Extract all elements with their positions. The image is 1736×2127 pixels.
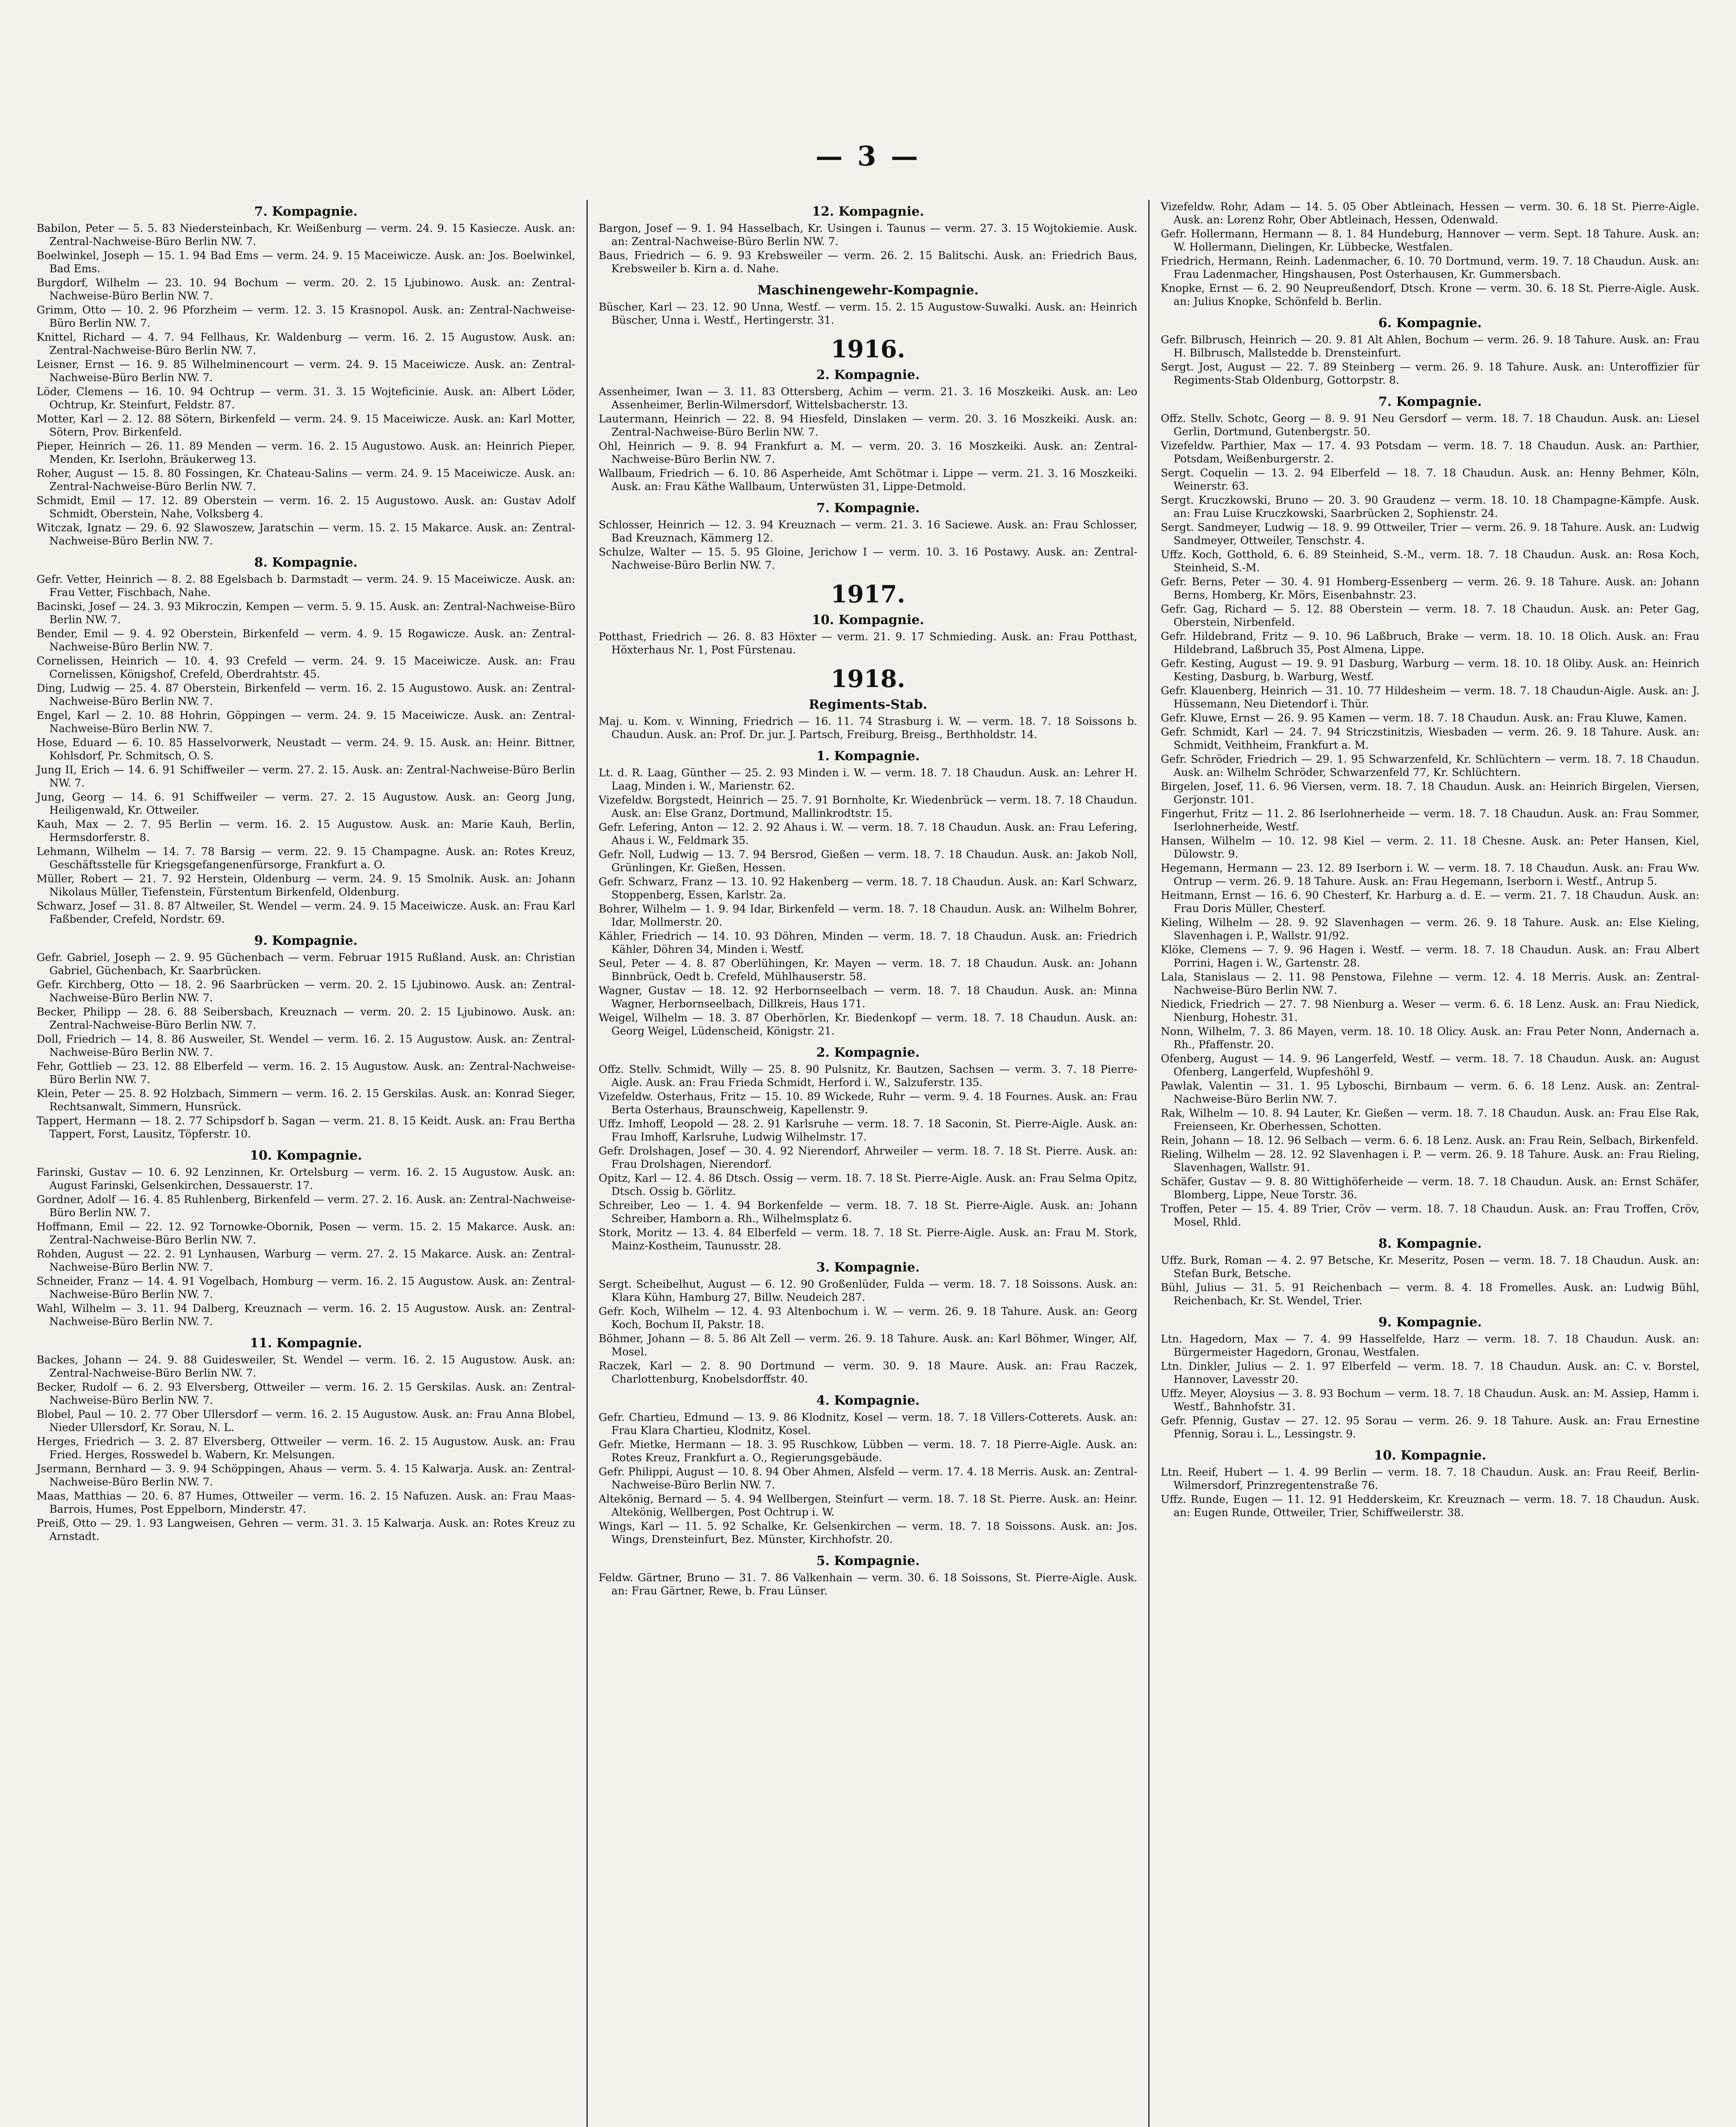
list-item: Herges, Friedrich — 3. 2. 87 Elversberg, Ottweiler — verm. 16. 2. 15 Augustow. Ausk. an: Frau Fried. Herges, Rosswedel b. Wabern, Kr. Melsungen. [37, 1435, 575, 1461]
list-item: Uffz. Imhoff, Leopold — 28. 2. 91 Karlsruhe — verm. 18. 7. 18 Saconin, St. Pierre-Aigle. Ausk. an: Frau Imhoff, Karlsruhe, Ludwig Wilhelmstr. 17. [598, 1118, 1138, 1143]
list-item: Potthast, Friedrich — 26. 8. 83 Höxter — verm. 21. 9. 17 Schmieding. Ausk. an: Frau Potthast, Höxterhaus Nr. 1, Post Fürstenau. [598, 630, 1138, 656]
list-item: Gefr. Bilbrusch, Heinrich — 20. 9. 81 Alt Ahlen, Bochum — verm. 26. 9. 18 Tahure. Ausk. an: Frau H. Bilbrusch, Mallstedde b. Drensteinfurt. [1161, 334, 1700, 359]
section-title: 11. Kompagnie. [250, 1336, 362, 1351]
list-item: Friedrich, Hermann, Reinh. Ladenmacher, 6. 10. 70 Dortmund, verm. 19. 7. 18 Chaudun. Ausk. an: Frau Ladenmacher, Hingshausen, Post Osterhausen, Kr. Gummersbach. [1161, 255, 1700, 280]
section [599, 335, 1138, 493]
section-title: 7. Kompagnie. [816, 501, 920, 516]
list-item: Fehr, Gottlieb — 23. 12. 88 Elberfeld — verm. 16. 2. 15 Augustow. Ausk. an: Zentral-Nachweise-Büro Berlin NW. 7. [37, 1060, 575, 1086]
list-item: Gefr. Kirchberg, Otto — 18. 2. 96 Saarbrücken — verm. 20. 2. 15 Ljubinowo. Ausk. an: Zentral-Nachweise-Büro Berlin NW. 7. [37, 978, 575, 1004]
list-item: Schulze, Walter — 15. 5. 95 Gloine, Jerichow I — verm. 10. 3. 16 Postawy. Ausk. an: Zentral-Nachweise-Büro Berlin NW. 7. [598, 546, 1138, 571]
list-item: Rein, Johann — 18. 12. 96 Selbach — verm. 6. 6. 18 Lenz. Ausk. an: Frau Rein, Selbach, Birkenfeld. [1161, 1134, 1699, 1146]
list-item: Schäfer, Gustav — 9. 8. 80 Wittighöferheide — verm. 18. 7. 18 Chaudun. Ausk. an: Ernst Schäfer, Blomberg, Lippe, Neue Torstr. 36. [1161, 1175, 1700, 1201]
section-title: 9. Kompagnie. [1378, 1315, 1482, 1330]
list-item: Ltn. Hagedorn, Max — 7. 4. 99 Hasselfelde, Harz — verm. 18. 7. 18 Chaudun. Ausk. an: Bürgermeister Hagedorn, Gronau, Westfalen. [1161, 1333, 1700, 1358]
list-item: Nonn, Wilhelm, 7. 3. 86 Mayen, verm. 18. 10. 18 Olicy. Ausk. an: Frau Peter Nonn, Andernach a. Rh., Pfaffenstr. 20. [1161, 1025, 1700, 1051]
list-item: Gefr. Schröder, Friedrich — 29. 1. 95 Schwarzenfeld, Kr. Schlüchtern — verm. 18. 7. 18 Chaudun. Ausk. an: Wilhelm Schröder, Schwarzenfeld 77, Kr. Schlüchtern. [1161, 753, 1700, 778]
section [1161, 316, 1699, 387]
section [37, 1336, 575, 1543]
list-item: Witczak, Ignatz — 29. 6. 92 Slawoszew, Jaratschin — verm. 15. 2. 15 Makarce. Ausk. an: Zentral-Nachweise-Büro Berlin NW. 7. [37, 522, 575, 547]
section-title: 10. Kompagnie. [812, 613, 924, 627]
section [599, 283, 1138, 327]
list-item: Wagner, Gustav — 18. 12. 92 Herbornseelbach — verm. 18. 7. 18 Chaudun. Ausk. an: Minna Wagner, Herbornseelbach, Dillkreis, Haus 171. [598, 984, 1138, 1010]
list-item: Engel, Karl — 2. 10. 88 Hohrin, Göppingen — verm. 24. 9. 15 Maceiwicze. Ausk. an: Zentral-Nachweise-Büro Berlin NW. 7. [37, 709, 575, 735]
section [599, 665, 1138, 741]
list-item: Pieper, Heinrich — 26. 11. 89 Menden — verm. 16. 2. 15 Augustowo. Ausk. an: Heinrich Pieper, Menden, Kr. Iserlohn, Bräukerweg 13. [37, 440, 575, 465]
list-item: Offz. Stellv. Schotc, Georg — 8. 9. 91 Neu Gersdorf — verm. 18. 7. 18 Chaudun. Ausk. an: Liesel Gerlin, Dortmund, Gutenbergstr. 50. [1161, 412, 1700, 438]
section [37, 204, 575, 547]
section [1161, 1448, 1699, 1519]
list-item: Bohrer, Wilhelm — 1. 9. 94 Idar, Birkenfeld — verm. 18. 7. 18 Chaudun. Ausk. an: Wilhelm Bohrer, Idar, Mollmerstr. 20. [598, 903, 1138, 928]
list-item: Klöke, Clemens — 7. 9. 96 Hagen i. Westf. — verm. 18. 7. 18 Chaudun. Ausk. an: Frau Albert Porrini, Hagen i. W., Gartenstr. 28. [1161, 944, 1700, 969]
list-item: Sergt. Sandmeyer, Ludwig — 18. 9. 99 Ottweiler, Trier — verm. 26. 9. 18 Tahure. Ausk. an: Ludwig Sandmeyer, Ottweiler, Tenschstr. 4. [1161, 521, 1700, 547]
list-item: Uffz. Koch, Gotthold, 6. 6. 89 Steinheid, S.-M., verm. 18. 7. 18 Chaudun. Ausk. an: Rosa Koch, Steinheid, S.-M. [1161, 548, 1700, 574]
list-item: Gefr. Hollermann, Hermann — 8. 1. 84 Hundeburg, Hannover — verm. Sept. 18 Tahure. Ausk. an: W. Hollermann, Dielingen, Kr. Lübbecke, Westfalen. [1161, 228, 1700, 253]
list-item: Gefr. Mietke, Hermann — 18. 3. 95 Ruschkow, Lübben — verm. 18. 7. 18 Pierre-Aigle. Ausk. an: Rotes Kreuz, Frankfurt a. O., Regierungsgebäude. [598, 1438, 1138, 1464]
list-item: Seul, Peter — 4. 8. 87 Oberlühingen, Kr. Mayen — verm. 18. 7. 18 Chaudun. Ausk. an: Johann Binnbrück, Oedt b. Crefeld, Mühlhauserstr. 58. [598, 957, 1138, 983]
list-item: Leisner, Ernst — 16. 9. 85 Wilhelminencourt — verm. 24. 9. 15 Maceiwicze. Ausk. an: Zentral-Nachweise-Büro Berlin NW. 7. [37, 358, 575, 384]
list-item: Doll, Friedrich — 14. 8. 86 Ausweiler, St. Wendel — verm. 16. 2. 15 Augustow. Ausk. an: Zentral-Nachweise-Büro Berlin NW. 7. [37, 1033, 575, 1058]
list-item: Preiß, Otto — 29. 1. 93 Langweisen, Gehren — verm. 31. 3. 15 Kalwarja. Ausk. an: Rotes Kreuz zu Arnstadt. [37, 1517, 575, 1543]
list-item: Ding, Ludwig — 25. 4. 87 Oberstein, Birkenfeld — verm. 16. 2. 15 Augustowo. Ausk. an: Zentral-Nachweise-Büro Berlin NW. 7. [37, 682, 575, 707]
page-number-header: — 3 — [815, 140, 921, 172]
list-item: Gefr. Philippi, August — 10. 8. 94 Ober Ahmen, Alsfeld — verm. 17. 4. 18 Merris. Ausk. an: Zentral-Nachweise-Büro Berlin NW. 7. [598, 1466, 1138, 1491]
section-title: 7. Kompagnie. [1378, 394, 1482, 409]
section [599, 580, 1138, 656]
list-item: Gefr. Noll, Ludwig — 13. 7. 94 Bersrod, Gießen — verm. 18. 7. 18 Chaudun. Ausk. an: Jakob Noll, Grünlingen, Kr. Gießen, Hessen. [598, 848, 1138, 874]
year-heading: 1916. [831, 335, 905, 363]
list-item: Gefr. Klauenberg, Heinrich — 31. 10. 77 Hildesheim — verm. 18. 7. 18 Chaudun-Aigle. Ausk. an: J. Hüssemann, Neu Dietendorf i. Thür. [1161, 684, 1700, 710]
list-item: Jung, Georg — 14. 6. 91 Schiffweiler — verm. 27. 2. 15 Augustow. Ausk. an: Georg Jung, Heiligenwald, Kr. Ottweiler. [37, 791, 575, 816]
section [37, 555, 575, 926]
list-item: Bühl, Julius — 31. 5. 91 Reichenbach — verm. 8. 4. 18 Fromelles. Ausk. an: Ludwig Bühl, Reichenbach, Kr. St. Wendel, Trier. [1161, 1281, 1700, 1307]
list-item: Vizefeldw. Osterhaus, Fritz — 15. 10. 89 Wickede, Ruhr — verm. 9. 4. 18 Fournes. Ausk. an: Frau Berta Osterhaus, Braunschweig, Kapellenstr. 9. [598, 1090, 1138, 1116]
list-item: Becker, Rudolf — 6. 2. 93 Elversberg, Ottweiler — verm. 16. 2. 15 Gerskilas. Ausk. an: Zentral-Nachweise-Büro Berlin NW. 7. [37, 1381, 575, 1406]
list-item: Wallbaum, Friedrich — 6. 10. 86 Asperheide, Amt Schötmar i. Lippe — verm. 21. 3. 16 Moszkeiki. Ausk. an: Frau Käthe Wallbaum, Unterwüsten 31, Lippe-Detmold. [598, 467, 1138, 493]
list-item: Kieling, Wilhelm — 28. 9. 92 Slavenhagen — verm. 26. 9. 18 Tahure. Ausk. an: Else Kieling, Slavenhagen i. P., Wallstr. 91/92. [1161, 916, 1700, 942]
list-item: Heitmann, Ernst — 16. 6. 90 Chesterf, Kr. Harburg a. d. E. — verm. 21. 7. 18 Chaudun. Ausk. an: Frau Doris Müller, Chesterf. [1161, 889, 1700, 915]
list-item: Gefr. Drolshagen, Josef — 30. 4. 92 Nierendorf, Ahrweiler — verm. 18. 7. 18 St. Pierre. Ausk. an: Frau Drolshagen, Nierendorf. [598, 1145, 1138, 1170]
list-item: Motter, Karl — 2. 12. 88 Sötern, Birkenfeld — verm. 24. 9. 15 Maceiwicze. Ausk. an: Karl Motter, Sötern, Prov. Birkenfeld. [37, 413, 575, 438]
list-item: Sergt. Jost, August — 22. 7. 89 Steinberg — verm. 26. 9. 18 Tahure. Ausk. an: Unteroffizier für Regiments-Stab Oldenburg, Gottorpstr. 8. [1161, 361, 1700, 386]
list-item: Wings, Karl — 11. 5. 92 Schalke, Kr. Gelsenkirchen — verm. 18. 7. 18 Soissons. Ausk. an: Jos. Wings, Drensteinfurt, Bez. Münster, Kirchhofstr. 20. [598, 1520, 1138, 1545]
list-item: Hose, Eduard — 6. 10. 85 Hasselvorwerk, Neustadt — verm. 24. 9. 15. Ausk. an: Heinr. Bittner, Kohlsdorf, Pr. Schmitsch, O. S. [37, 736, 575, 762]
list-item: Ltn. Reeif, Hubert — 1. 4. 99 Berlin — verm. 18. 7. 18 Chaudun. Ausk. an: Frau Reeif, Berlin-Wilmersdorf, Prinzregentenstraße 76. [1161, 1466, 1700, 1491]
list-item: Stork, Moritz — 13. 4. 84 Elberfeld — verm. 18. 7. 18 St. Pierre-Aigle. Ausk. an: Frau M. Stork, Mainz-Kostheim, Taunusstr. 28. [598, 1226, 1138, 1252]
section-title: 1. Kompagnie. [816, 749, 920, 764]
list-item: Uffz. Burk, Roman — 4. 2. 97 Betsche, Kr. Meseritz, Posen — verm. 18. 7. 18 Chaudun. Ausk. an: Stefan Burk, Betsche. [1161, 1254, 1700, 1280]
list-item: Roher, August — 15. 8. 80 Fossingen, Kr. Chateau-Salins — verm. 24. 9. 15 Maceiwicze. Ausk. an: Zentral-Nachweise-Büro Berlin NW. 7. [37, 467, 575, 493]
list-item: Jsermann, Bernhard — 3. 9. 94 Schöppingen, Ahaus — verm. 5. 4. 15 Kalwarja. Ausk. an: Zentral-Nachweise-Büro Berlin NW. 7. [37, 1463, 575, 1488]
section [37, 1148, 575, 1328]
section-title: 12. Kompagnie. [812, 204, 924, 219]
list-item: Gefr. Kluwe, Ernst — 26. 9. 95 Kamen — verm. 18. 7. 18 Chaudun. Ausk. an: Frau Kluwe, Kamen. [1161, 712, 1687, 724]
list-item: Ltn. Dinkler, Julius — 2. 1. 97 Elberfeld — verm. 18. 7. 18 Chaudun. Ausk. an: C. v. Borstel, Hannover, Lavesstr 20. [1161, 1360, 1700, 1386]
list-item: Lala, Stanislaus — 2. 11. 98 Penstowa, Filehne — verm. 12. 4. 18 Merris. Ausk. an: Zentral-Nachweise-Büro Berlin NW. 7. [1161, 971, 1700, 996]
list-item: Büscher, Karl — 23. 12. 90 Unna, Westf. — verm. 15. 2. 15 Augustow-Suwalki. Ausk. an: Heinrich Büscher, Unna i. Westf., Hertingerstr. 31. [598, 301, 1138, 326]
section-title: 3. Kompagnie. [816, 1260, 920, 1275]
list-item: Knopke, Ernst — 6. 2. 90 Neupreußendorf, Dtsch. Krone — verm. 30. 6. 18 St. Pierre-Aigle. Ausk. an: Julius Knopke, Schönfeld b. Berlin. [1161, 282, 1700, 308]
list-item: Tappert, Hermann — 18. 2. 77 Schipsdorf b. Sagan — verm. 21. 8. 15 Keidt. Ausk. an: Frau Bertha Tappert, Forst, Lausitz, Töpferstr. 10. [37, 1115, 575, 1140]
year-heading: 1918. [831, 665, 905, 693]
list-item: Schreiber, Leo — 1. 4. 94 Borkenfelde — verm. 18. 7. 18 St. Pierre-Aigle. Ausk. an: Johann Schreiber, Hamborn a. Rh., Wilhelmsplatz 6. [598, 1199, 1138, 1225]
section [1161, 394, 1699, 1229]
list-item: Becker, Philipp — 28. 6. 88 Seibersbach, Kreuznach — verm. 20. 2. 15 Ljubinowo. Ausk. an: Zentral-Nachweise-Büro Berlin NW. 7. [37, 1006, 575, 1031]
list-item: Farinski, Gustav — 10. 6. 92 Lenzinnen, Kr. Ortelsburg — verm. 16. 2. 15 Augustow. Ausk. an: August Farinski, Gelsenkirchen, Dessauerstr. 17. [37, 1166, 575, 1192]
list-item: Gefr. Koch, Wilhelm — 12. 4. 93 Altenbochum i. W. — verm. 26. 9. 18 Tahure. Ausk. an: Georg Koch, Bochum II, Pakstr. 18. [598, 1305, 1138, 1331]
list-item: Sergt. Kruczkowski, Bruno — 20. 3. 90 Graudenz — verm. 18. 10. 18 Champagne-Kämpfe. Ausk. an: Frau Luise Kruczkowski, Saarbrücken 2, Sophienstr. 24. [1161, 494, 1700, 519]
list-item: Bargon, Josef — 9. 1. 94 Hasselbach, Kr. Usingen i. Taunus — verm. 27. 3. 15 Wojtokiemie. Ausk. an: Zentral-Nachweise-Büro Berlin NW. 7. [598, 222, 1138, 248]
list-item: Hegemann, Hermann — 23. 12. 89 Iserborn i. W. — verm. 18. 7. 18 Chaudun. Ausk. an: Frau Ww. Ontrup — verm. 26. 9. 18 Tahure. Ausk. an: Frau Hegemann, Iserborn i. Westf., Antrup 5. [1161, 862, 1700, 887]
list-item: Wahl, Wilhelm — 3. 11. 94 Dalberg, Kreuznach — verm. 16. 2. 15 Augustow. Ausk. an: Zentral-Nachweise-Büro Berlin NW. 7. [37, 1302, 575, 1328]
list-item: Assenheimer, Iwan — 3. 11. 83 Ottersberg, Achim — verm. 21. 3. 16 Moszkeiki. Ausk. an: Leo Assenheimer, Berlin-Wilmersdorf, Wittelsbacherstr. 13. [598, 385, 1138, 411]
list-item: Gefr. Kesting, August — 19. 9. 91 Dasburg, Warburg — verm. 18. 10. 18 Oliby. Ausk. an: Heinrich Kesting, Dasburg, b. Warburg, Westf. [1161, 657, 1700, 683]
section [37, 933, 575, 1140]
list-item: Lautermann, Heinrich — 22. 8. 94 Hiesfeld, Dinslaken — verm. 20. 3. 16 Moszkeiki. Ausk. an: Zentral-Nachweise-Büro Berlin NW. 7. [598, 413, 1138, 438]
list-item: Gefr. Chartieu, Edmund — 13. 9. 86 Klodnitz, Kosel — verm. 18. 7. 18 Villers-Cotterets. Ausk. an: Frau Klara Chartieu, Klodnitz, Kosel. [598, 1411, 1138, 1437]
section-title: 10. Kompagnie. [250, 1148, 362, 1163]
section-title: 2. Kompagnie. [816, 368, 920, 382]
section-title: 2. Kompagnie. [816, 1045, 920, 1060]
list-item: Altekönig, Bernard — 5. 4. 94 Wellbergen, Steinfurt — verm. 18. 7. 18 St. Pierre. Ausk. an: Heinr. Altekönig, Wellbergen, Post Ochtrup i. W. [598, 1493, 1138, 1518]
list-item: Weigel, Wilhelm — 18. 3. 87 Oberhörlen, Kr. Biedenkopf — verm. 18. 7. 18 Chaudun. Ausk. an: Georg Weigel, Lüdenscheid, Königstr. 21. [598, 1012, 1138, 1037]
list-item: Blobel, Paul — 10. 2. 77 Ober Ullersdorf — verm. 16. 2. 15 Augustow. Ausk. an: Frau Anna Blobel, Nieder Ullersdorf, Kr. Sorau, N. L. [37, 1408, 575, 1434]
list-item: Rak, Wilhelm — 10. 8. 94 Lauter, Kr. Gießen — verm. 18. 7. 18 Chaudun. Ausk. an: Frau Else Rak, Freienseen, Kr. Oberhessen, Schotten. [1161, 1107, 1700, 1132]
list-item: Opitz, Karl — 12. 4. 86 Dtsch. Ossig — verm. 18. 7. 18 St. Pierre-Aigle. Ausk. an: Frau Selma Opitz, Dtsch. Ossig b. Görlitz. [598, 1172, 1138, 1198]
section-title: 6. Kompagnie. [1378, 316, 1482, 331]
list-item: Sergt. Scheibelhut, August — 6. 12. 90 Großenlüder, Fulda — verm. 18. 7. 18 Soissons. Ausk. an: Klara Kühn, Hamburg 27, Billw. Neudeich 287. [598, 1278, 1138, 1303]
list-item: Bender, Emil — 9. 4. 92 Oberstein, Birkenfeld — verm. 4. 9. 15 Rogawicze. Ausk. an: Zentral-Nachweise-Büro Berlin NW. 7. [37, 627, 575, 653]
text-column [26, 200, 588, 2127]
section [1161, 1315, 1699, 1440]
list-item: Uffz. Meyer, Aloysius — 3. 8. 93 Bochum — verm. 18. 7. 18 Chaudun. Ausk. an: M. Assiep, Hamm i. Westf., Bahnhofstr. 31. [1161, 1387, 1700, 1413]
list-item: Cornelissen, Heinrich — 10. 4. 93 Crefeld — verm. 24. 9. 15 Maceiwicze. Ausk. an: Frau Cornelissen, Königshof, Crefeld, Oberdrahtstr. 45. [37, 655, 575, 680]
section [599, 1260, 1138, 1386]
text-column [1150, 200, 1710, 2127]
list-item: Gefr. Gag, Richard — 5. 12. 88 Oberstein — verm. 18. 7. 18 Chaudun. Ausk. an: Peter Gag, Oberstein, Nirbenfeld. [1161, 603, 1700, 628]
list-item: Baus, Friedrich — 6. 9. 93 Krebsweiler — verm. 26. 2. 15 Balitschi. Ausk. an: Friedrich Baus, Krebsweiler b. Kirn a. d. Nahe. [598, 249, 1138, 275]
year-heading: 1917. [831, 580, 905, 608]
list-item: Maas, Matthias — 20. 6. 87 Humes, Ottweiler — verm. 16. 2. 15 Nafuzen. Ausk. an: Frau Maas-Barrois, Humes, Post Eppelborn, Minderstr. 47. [37, 1490, 575, 1515]
list-item: Vizefeldw. Parthier, Max — 17. 4. 93 Potsdam — verm. 18. 7. 18 Chaudun. Ausk. an: Parthier, Potsdam, Weißenburgerstr. 2. [1161, 439, 1700, 465]
list-item: Rohden, August — 22. 2. 91 Lynhausen, Warburg — verm. 27. 2. 15 Makarce. Ausk. an: Zentral-Nachweise-Büro Berlin NW. 7. [37, 1248, 575, 1273]
list-item: Schmidt, Emil — 17. 12. 89 Oberstein — verm. 16. 2. 15 Augustowo. Ausk. an: Gustav Adolf Schmidt, Oberstein, Nahe, Volksberg 4. [37, 494, 575, 520]
list-item: Niedick, Friedrich — 27. 7. 98 Nienburg a. Weser — verm. 6. 6. 18 Lenz. Ausk. an: Frau Niedick, Nienburg, Hohestr. 31. [1161, 998, 1700, 1024]
list-item: Vizefeldw. Borgstedt, Heinrich — 25. 7. 91 Bornholte, Kr. Wiedenbrück — verm. 18. 7. 18 Chaudun. Ausk. an: Else Granz, Dortmund, Mallinkrodtstr. 15. [598, 794, 1138, 819]
list-item: Boelwinkel, Joseph — 15. 1. 94 Bad Ems — verm. 24. 9. 15 Maceiwicze. Ausk. an: Jos. Boelwinkel, Bad Ems. [37, 249, 575, 275]
section-title: 4. Kompagnie. [816, 1393, 920, 1408]
list-item: Offz. Stellv. Schmidt, Willy — 25. 8. 90 Pulsnitz, Kr. Bautzen, Sachsen — verm. 3. 7. 18 Pierre-Aigle. Ausk. an: Frau Frieda Schmidt, Herford i. W., Salzuferstr. 135. [598, 1063, 1138, 1089]
list-item: Müller, Robert — 21. 7. 92 Herstein, Oldenburg — verm. 24. 9. 15 Smolnik. Ausk. an: Johann Nikolaus Müller, Tiefenstein, Fürstentum Birkenfeld, Oldenburg. [37, 872, 575, 898]
section [599, 501, 1138, 572]
section [599, 204, 1138, 275]
list-item: Maj. u. Kom. v. Winning, Friedrich — 16. 11. 74 Strasburg i. W. — verm. 18. 7. 18 Soissons b. Chaudun. Ausk. an: Prof. Dr. jur. J. Partsch, Freiburg, Breisg., Berthholdstr. 14. [598, 715, 1138, 741]
list-item: Gefr. Berns, Peter — 30. 4. 91 Homberg-Essenberg — verm. 26. 9. 18 Tahure. Ausk. an: Johann Berns, Homberg, Kr. Mörs, Eisenbahnstr. 23. [1161, 576, 1700, 601]
section-title: 8. Kompagnie. [254, 555, 358, 570]
list-item: Troffen, Peter — 15. 4. 89 Trier, Cröv — verm. 18. 7. 18 Chaudun. Ausk. an: Frau Troffen, Cröv, Mosel, Rhld. [1161, 1203, 1700, 1228]
section [599, 1045, 1138, 1252]
list-item: Ohl, Heinrich — 9. 8. 94 Frankfurt a. M. — verm. 20. 3. 16 Moszkeiki. Ausk. an: Zentral-Nachweise-Büro Berlin NW. 7. [598, 440, 1138, 465]
list-item: Gefr. Pfennig, Gustav — 27. 12. 95 Sorau — verm. 26. 9. 18 Tahure. Ausk. an: Frau Ernestine Pfennig, Sorau i. L., Lessingstr. 9. [1161, 1414, 1700, 1440]
list-item: Lt. d. R. Laag, Günther — 25. 2. 93 Minden i. W. — verm. 18. 7. 18 Chaudun. Ausk. an: Lehrer H. Laag, Minden i. W., Marienstr. 62. [598, 767, 1138, 792]
list-item: Uffz. Runde, Eugen — 11. 12. 91 Hedderskeim, Kr. Kreuznach — verm. 18. 7. 18 Chaudun. Ausk. an: Eugen Runde, Ottweiler, Trier, Schiffweilerstr. 38. [1161, 1493, 1700, 1519]
section-title: 10. Kompagnie. [1374, 1448, 1486, 1463]
section-title: Regiments-Stab. [808, 697, 928, 712]
list-item: Gordner, Adolf — 16. 4. 85 Ruhlenberg, Birkenfeld — verm. 27. 2. 16. Ausk. an: Zentral-Nachweise-Büro Berlin NW. 7. [37, 1193, 575, 1219]
list-item: Schwarz, Josef — 31. 8. 87 Altweiler, St. Wendel — verm. 24. 9. 15 Maceiwicze. Ausk. an: Frau Karl Faßbender, Crefeld, Nordstr. 69. [37, 900, 575, 925]
section-title: Maschinengewehr-Kompagnie. [757, 283, 979, 298]
section-title: 5. Kompagnie. [816, 1554, 920, 1568]
list-item: Ofenberg, August — 14. 9. 96 Langerfeld, Westf. — verm. 18. 7. 18 Chaudun. Ausk. an: August Ofenberg, Langerfeld, Wupfeshöhl 9. [1161, 1052, 1700, 1078]
list-item: Gefr. Lefering, Anton — 12. 2. 92 Ahaus i. W. — verm. 18. 7. 18 Chaudun. Ausk. an: Frau Lefering, Ahaus i. W., Feldmark 35. [598, 821, 1138, 847]
section [599, 749, 1138, 1038]
list-item: Vizefeldw. Rohr, Adam — 14. 5. 05 Ober Abtleinach, Hessen — verm. 30. 6. 18 St. Pierre-Aigle. Ausk. an: Lorenz Rohr, Ober Abtleinach, Hessen, Odenwald. [1161, 200, 1700, 226]
text-column [588, 200, 1150, 2127]
list-item: Hansen, Wilhelm — 10. 12. 98 Kiel — verm. 2. 11. 18 Chesne. Ausk. an: Peter Hansen, Kiel, Dülowstr. 9. [1161, 835, 1700, 860]
list-item: Hoffmann, Emil — 22. 12. 92 Tornowke-Obornik, Posen — verm. 15. 2. 15 Makarce. Ausk. an: Zentral-Nachweise-Büro Berlin NW. 7. [37, 1220, 575, 1246]
list-item: Babilon, Peter — 5. 5. 83 Niedersteinbach, Kr. Weißenburg — verm. 24. 9. 15 Kasiecze. Ausk. an: Zentral-Nachweise-Büro Berlin NW. 7. [37, 222, 575, 248]
list-item: Kauh, Max — 2. 7. 95 Berlin — verm. 16. 2. 15 Augustow. Ausk. an: Marie Kauh, Berlin, Hermsdorferstr. 8. [37, 818, 575, 844]
section-title: 8. Kompagnie. [1378, 1236, 1482, 1251]
list-item: Gefr. Schwarz, Franz — 13. 10. 92 Hakenberg — verm. 18. 7. 18 Chaudun. Ausk. an: Karl Schwarz, Stoppenberg, Essen, Karlstr. 2a. [598, 875, 1138, 901]
list-item: Bacinski, Josef — 24. 3. 93 Mikroczin, Kempen — verm. 5. 9. 15. Ausk. an: Zentral-Nachweise-Büro Berlin NW. 7. [37, 600, 575, 626]
list-item: Gefr. Gabriel, Joseph — 2. 9. 95 Güchenbach — verm. Februar 1915 Rußland. Ausk. an: Christian Gabriel, Güchenbach, Kr. Saarbrücken. [37, 951, 575, 977]
list-item: Burgdorf, Wilhelm — 23. 10. 94 Bochum — verm. 20. 2. 15 Ljubinowo. Ausk. an: Zentral-Nachweise-Büro Berlin NW. 7. [37, 277, 575, 302]
list-item: Schneider, Franz — 14. 4. 91 Vogelbach, Homburg — verm. 16. 2. 15 Augustow. Ausk. an: Zentral-Nachweise-Büro Berlin NW. 7. [37, 1275, 575, 1300]
section-title: 7. Kompagnie. [254, 204, 358, 219]
list-item: Schlosser, Heinrich — 12. 3. 94 Kreuznach — verm. 21. 3. 16 Saciewe. Ausk. an: Frau Schlosser, Bad Kreuznach, Kämmerg 12. [598, 519, 1138, 544]
list-item: Raczek, Karl — 2. 8. 90 Dortmund — verm. 30. 9. 18 Maure. Ausk. an: Frau Raczek, Charlottenburg, Knobelsdorffstr. 40. [598, 1360, 1138, 1385]
list-item: Kähler, Friedrich — 14. 10. 93 Döhren, Minden — verm. 18. 7. 18 Chaudun. Ausk. an: Friedrich Kähler, Döhren 34, Minden i. Westf. [598, 930, 1138, 955]
list-item: Knittel, Richard — 4. 7. 94 Fellhaus, Kr. Waldenburg — verm. 16. 2. 15 Augustow. Ausk. an: Zentral-Nachweise-Büro Berlin NW. 7. [37, 331, 575, 356]
list-item: Pawlak, Valentin — 31. 1. 95 Lyboschi, Birnbaum — verm. 6. 6. 18 Lenz. Ausk. an: Zentral-Nachweise-Büro Berlin NW. 7. [1161, 1080, 1700, 1105]
list-item: Gefr. Schmidt, Karl — 24. 7. 94 Striczstinitzis, Wiesbaden — verm. 26. 9. 18 Tahure. Ausk. an: Schmidt, Veithheim, Frankfurt a. M. [1161, 726, 1700, 751]
list-item: Sergt. Coquelin — 13. 2. 94 Elberfeld — 18. 7. 18 Chaudun. Ausk. an: Henny Behmer, Köln, Weinerstr. 63. [1161, 467, 1700, 492]
list-item: Fingerhut, Fritz — 11. 2. 86 Iserlohnerheide — verm. 18. 7. 18 Chaudun. Ausk. an: Frau Sommer, Iserlohnerheide, Westf. [1161, 807, 1700, 833]
section [1161, 200, 1699, 308]
list-item: Jung II, Erich — 14. 6. 91 Schiffweiler — verm. 27. 2. 15. Ausk. an: Zentral-Nachweise-Büro Berlin NW. 7. [37, 764, 575, 789]
list-item: Gefr. Vetter, Heinrich — 8. 2. 88 Egelsbach b. Darmstadt — verm. 24. 9. 15 Maceiwicze. Ausk. an: Frau Vetter, Fischbach, Nahe. [37, 573, 575, 599]
section [599, 1554, 1138, 1597]
list-item: Birgelen, Josef, 11. 6. 96 Viersen, verm. 18. 7. 18 Chaudun. Ausk. an: Heinrich Birgelen, Viersen, Gerjonstr. 101. [1161, 780, 1700, 806]
list-item: Böhmer, Johann — 8. 5. 86 Alt Zell — verm. 26. 9. 18 Tahure. Ausk. an: Karl Böhmer, Winger, Alf, Mosel. [598, 1332, 1138, 1358]
page [26, 17, 1710, 2127]
list-item: Löder, Clemens — 16. 10. 94 Ochtrup — verm. 31. 3. 15 Wojteficinie. Ausk. an: Albert Löder, Ochtrup, Kr. Steinfurt, Feldstr. 87. [37, 385, 575, 411]
list-item: Backes, Johann — 24. 9. 88 Guidesweiler, St. Wendel — verm. 16. 2. 15 Augustow. Ausk. an: Zentral-Nachweise-Büro Berlin NW. 7. [37, 1354, 575, 1379]
list-item: Rieling, Wilhelm — 28. 12. 92 Slavenhagen i. P. — verm. 26. 9. 18 Tahure. Ausk. an: Frau Rieling, Slavenhagen, Wallstr. 91. [1161, 1148, 1700, 1174]
list-item: Gefr. Hildebrand, Fritz — 9. 10. 96 Laßbruch, Brake — verm. 18. 10. 18 Olich. Ausk. an: Frau Hildebrand, Laßbruch 35, Post Almena, Lippe. [1161, 630, 1700, 656]
section-title: 9. Kompagnie. [254, 933, 358, 948]
list-item: Grimm, Otto — 10. 2. 96 Pforzheim — verm. 12. 3. 15 Krasnopol. Ausk. an: Zentral-Nachweise-Büro Berlin NW. 7. [37, 304, 575, 329]
section [599, 1393, 1138, 1546]
list-item: Feldw. Gärtner, Bruno — 31. 7. 86 Valkenhain — verm. 30. 6. 18 Soissons, St. Pierre-Aigle. Ausk. an: Frau Gärtner, Rewe, b. Frau Lünser. [598, 1571, 1138, 1597]
list-item: Lehmann, Wilhelm — 14. 7. 78 Barsig — verm. 22. 9. 15 Champagne. Ausk. an: Rotes Kreuz, Geschäftsstelle für Kriegsgefangenenfürsorge, Frankfurt a. O. [37, 845, 575, 871]
list-item: Klein, Peter — 25. 8. 92 Holzbach, Simmern — verm. 16. 2. 15 Gerskilas. Ausk. an: Konrad Sieger, Rechtsanwalt, Simmern, Hunsrück. [37, 1087, 575, 1113]
section [1161, 1236, 1699, 1307]
columns [26, 200, 1710, 2127]
